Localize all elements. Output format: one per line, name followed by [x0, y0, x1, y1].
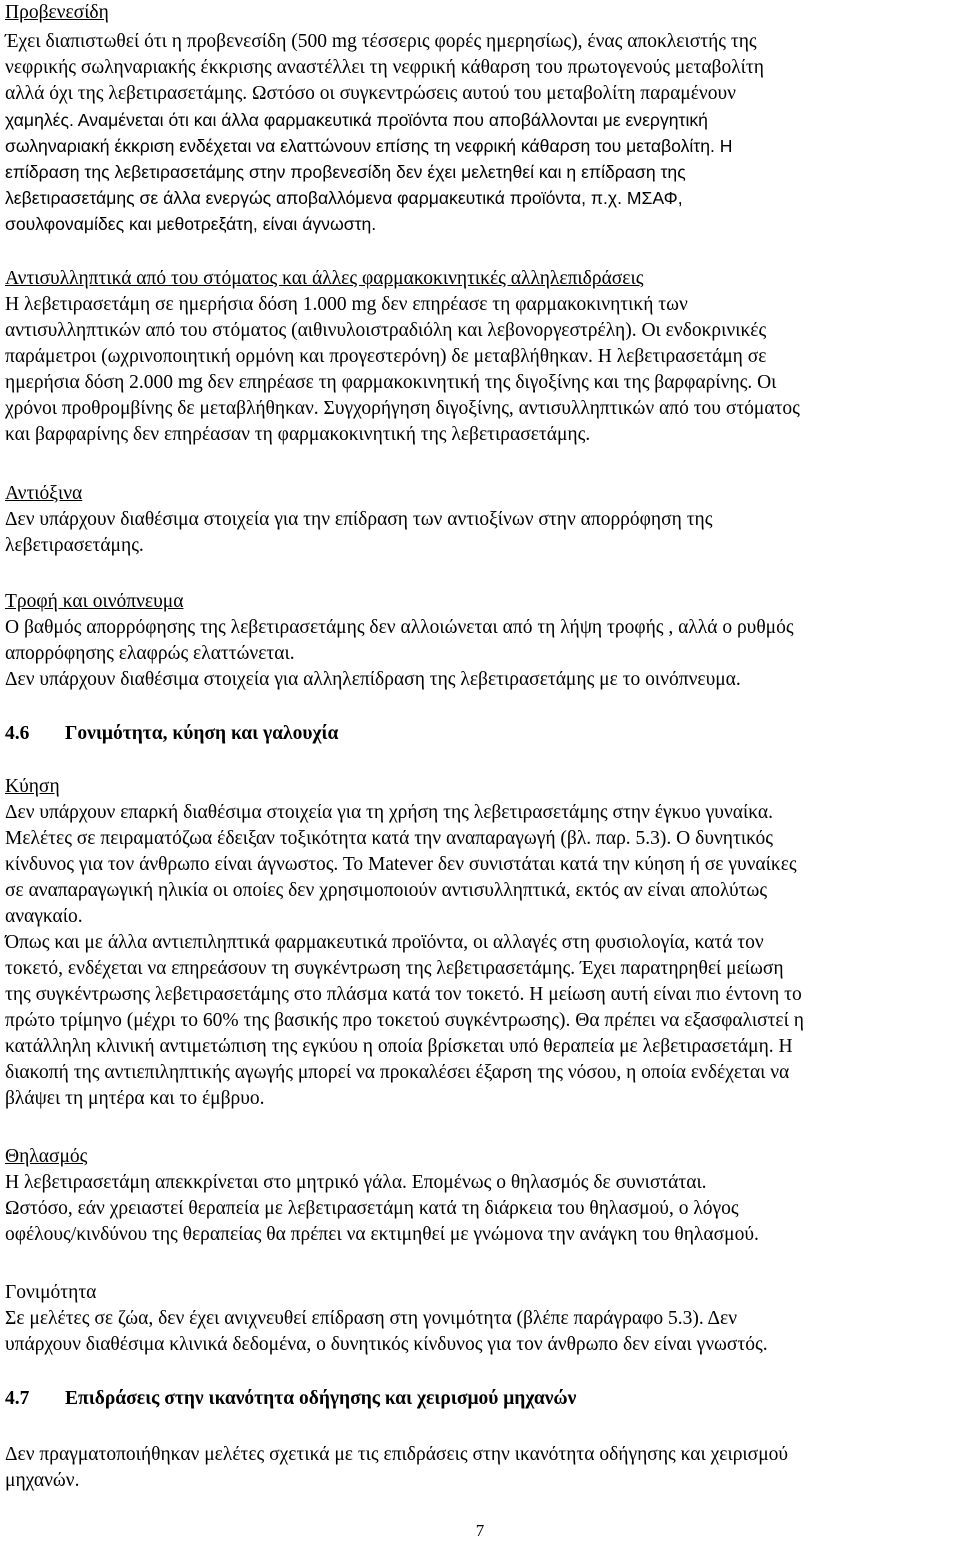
paragraph-line: χρόνοι προθρομβίνης δε μεταβλήθηκαν. Συγχορήγηση διγοξίνης, αντισυλληπτικών από του στόματος: [5, 398, 800, 419]
paragraph-line: διακοπή της αντιεπιληπτικής αγωγής μπορεί να προκαλέσει έξαρση της νόσου, η οποία ενδέχεται να: [5, 1062, 790, 1083]
section-title-text: Επιδράσεις στην ικανότητα οδήγησης και χειρισμού μηχανών: [65, 1388, 577, 1409]
paragraph-line: Έχει διαπιστωθεί ότι η προβενεσίδη (500 mg τέσσερις φορές ημερησίως), ένας αποκλειστής της: [5, 31, 757, 52]
section-heading-fertility: Γονιμότητα: [5, 1282, 97, 1303]
section-title-4-6: [5, 721, 338, 747]
paragraph-line: λεβετιρασετάμης.: [5, 535, 144, 556]
section-heading-food-alcohol: Τροφή και οινόπνευμα: [5, 591, 184, 612]
paragraph-line: βλάψει τη μητέρα και το έμβρυο.: [5, 1088, 265, 1109]
paragraph-line: χαμηλές. Αναμένεται ότι και άλλα φαρμακευτικά προϊόντα που αποβάλλονται με ενεργητική: [5, 110, 708, 130]
section-heading-breastfeeding: Θηλασμός: [5, 1146, 88, 1167]
paragraph-line: Δεν πραγματοποιήθηκαν μελέτες σχετικά με τις επιδράσεις στην ικανότητα οδήγησης και χειρισμού: [5, 1444, 789, 1465]
paragraph-line: Η λεβετιρασετάμη απεκκρίνεται στο μητρικό γάλα. Επομένως ο θηλασμός δε συνιστάται.: [5, 1172, 707, 1193]
paragraph-line: Ο βαθμός απορρόφησης της λεβετιρασετάμης δεν αλλοιώνεται από τη λήψη τροφής , αλλά ο ρυθμός: [5, 617, 794, 638]
section-number: 4.6: [5, 723, 30, 744]
paragraph-line: κατάλληλη κλινική αντιμετώπιση της εγκύου η οποία βρίσκεται υπό θεραπεία με λεβετιρασετάμη. Η: [5, 1036, 793, 1057]
paragraph-line: της συγκέντρωσης λεβετιρασετάμης στο πλάσμα κατά τον τοκετό. Η μείωση αυτή είναι πιο έντονη το: [5, 984, 802, 1005]
paragraph-line: Ωστόσο, εάν χρειαστεί θεραπεία με λεβετιρασετάμη κατά τη διάρκεια του θηλασμού, ο λόγος: [5, 1198, 739, 1219]
paragraph-line: Η λεβετιρασετάμη σε ημερήσια δόση 1.000 mg δεν επηρέασε τη φαρμακοκινητική των: [5, 294, 688, 315]
section-number: 4.7: [5, 1388, 30, 1409]
paragraph-line: κίνδυνος για τον άνθρωπο είναι άγνωστος. Το Matever δεν συνιστάται κατά την κύηση ή σε γυναίκες: [5, 854, 797, 875]
section-heading-contraceptives: Αντισυλληπτικά από του στόματος και άλλες φαρμακοκινητικές αλληλεπιδράσεις: [5, 268, 644, 289]
paragraph-line: παράμετροι (ωχρινοποιητική ορμόνη και προγεστερόνη) δε μεταβλήθηκαν. Η λεβετιρασετάμη σε: [5, 346, 767, 367]
paragraph-line: Όπως και με άλλα αντιεπιληπτικά φαρμακευτικά προϊόντα, οι αλλαγές στη φυσιολογία, κατά τον: [5, 932, 764, 953]
paragraph-line: νεφρικής σωληναριακής έκκρισης αναστέλλει τη νεφρική κάθαρση του πρωτογενούς μεταβολίτη: [5, 57, 764, 78]
page-number: 7: [475, 1521, 485, 1540]
paragraph-line: υπάρχουν διαθέσιμα κλινικά δεδομένα, ο δυνητικός κίνδυνος για τον άνθρωπο δεν είναι γνωστός.: [5, 1334, 768, 1355]
section-title-4-7: [5, 1386, 576, 1412]
paragraph-line: ημερήσια δόση 2.000 mg δεν επηρέασε τη φαρμακοκινητική της διγοξίνης και της βαρφαρίνης. Οι: [5, 372, 777, 393]
paragraph-line: απορρόφησης ελαφρώς ελαττώνεται.: [5, 643, 295, 664]
paragraph-line: αντισυλληπτικών από του στόματος (αιθινυλοιστραδιόλη και λεβονοργεστρέλη). Οι ενδοκρινικές: [5, 320, 767, 341]
paragraph-line: σε αναπαραγωγική ηλικία οι οποίες δεν χρησιμοποιούν αντισυλληπτικά, εκτός αν είναι απολύτως: [5, 880, 768, 901]
section-heading-pregnancy: Κύηση: [5, 776, 60, 797]
paragraph-line: μηχανών.: [5, 1470, 80, 1491]
paragraph-line: Σε μελέτες σε ζώα, δεν έχει ανιχνευθεί επίδραση στη γονιμότητα (βλέπε παράγραφο 5.3). Δεν: [5, 1308, 738, 1329]
section-heading-probenecid: Προβενεσίδη: [5, 2, 109, 23]
paragraph-line: Μελέτες σε πειραματόζωα έδειξαν τοξικότητα κατά την αναπαραγωγή (βλ. παρ. 5.3). Ο δυνητικός: [5, 828, 773, 849]
paragraph-line: σουλφοναμίδες και μεθοτρεξάτη, είναι άγνωστη.: [5, 214, 377, 234]
paragraph-line: οφέλους/κινδύνου της θεραπείας θα πρέπει να εκτιμηθεί με γνώμονα την ανάγκη του θηλασμού.: [5, 1224, 759, 1245]
paragraph-line: και βαρφαρίνης δεν επηρέασαν τη φαρμακοκινητική της λεβετιρασετάμης.: [5, 424, 591, 445]
paragraph-line: αναγκαίο.: [5, 906, 83, 927]
paragraph-line: Δεν υπάρχουν διαθέσιμα στοιχεία για αλληλεπίδραση της λεβετιρασετάμης με το οινόπνευμα.: [5, 669, 741, 690]
paragraph-line: λεβετιρασετάμης σε άλλα ενεργώς αποβαλλόμενα φαρμακευτικά προϊόντα, π.χ. ΜΣΑΦ,: [5, 188, 683, 208]
paragraph-line: πρώτο τρίμηνο (μέχρι το 60% της βασικής προ τοκετού συγκέντρωσης). Θα πρέπει να εξασφαλιστεί η: [5, 1010, 804, 1031]
paragraph-line: επίδραση της λεβετιρασετάμης στην προβενεσίδη δεν έχει μελετηθεί και η επίδραση της: [5, 162, 686, 182]
paragraph-line: Δεν υπάρχουν επαρκή διαθέσιμα στοιχεία για τη χρήση της λεβετιρασετάμης στην έγκυο γυναίκα.: [5, 802, 773, 823]
paragraph-line: τοκετό, ενδέχεται να επηρεάσουν τη συγκέντρωση της λεβετιρασετάμης. Έχει παρατηρηθεί μείωση: [5, 958, 784, 979]
section-title-text: Γονιμότητα, κύηση και γαλουχία: [65, 723, 339, 744]
section-heading-antacids: Αντιόξινα: [5, 483, 83, 504]
paragraph-line: αλλά όχι της λεβετιρασετάμης. Ωστόσο οι συγκεντρώσεις αυτού του μεταβολίτη παραμένουν: [5, 83, 736, 104]
paragraph-line: Δεν υπάρχουν διαθέσιμα στοιχεία για την επίδραση των αντιοξίνων στην απορρόφηση της: [5, 509, 713, 530]
paragraph-line: σωληναριακή έκκριση ενδέχεται να ελαττώνουν επίσης τη νεφρική κάθαρση του μεταβολίτη. Η: [5, 136, 733, 156]
